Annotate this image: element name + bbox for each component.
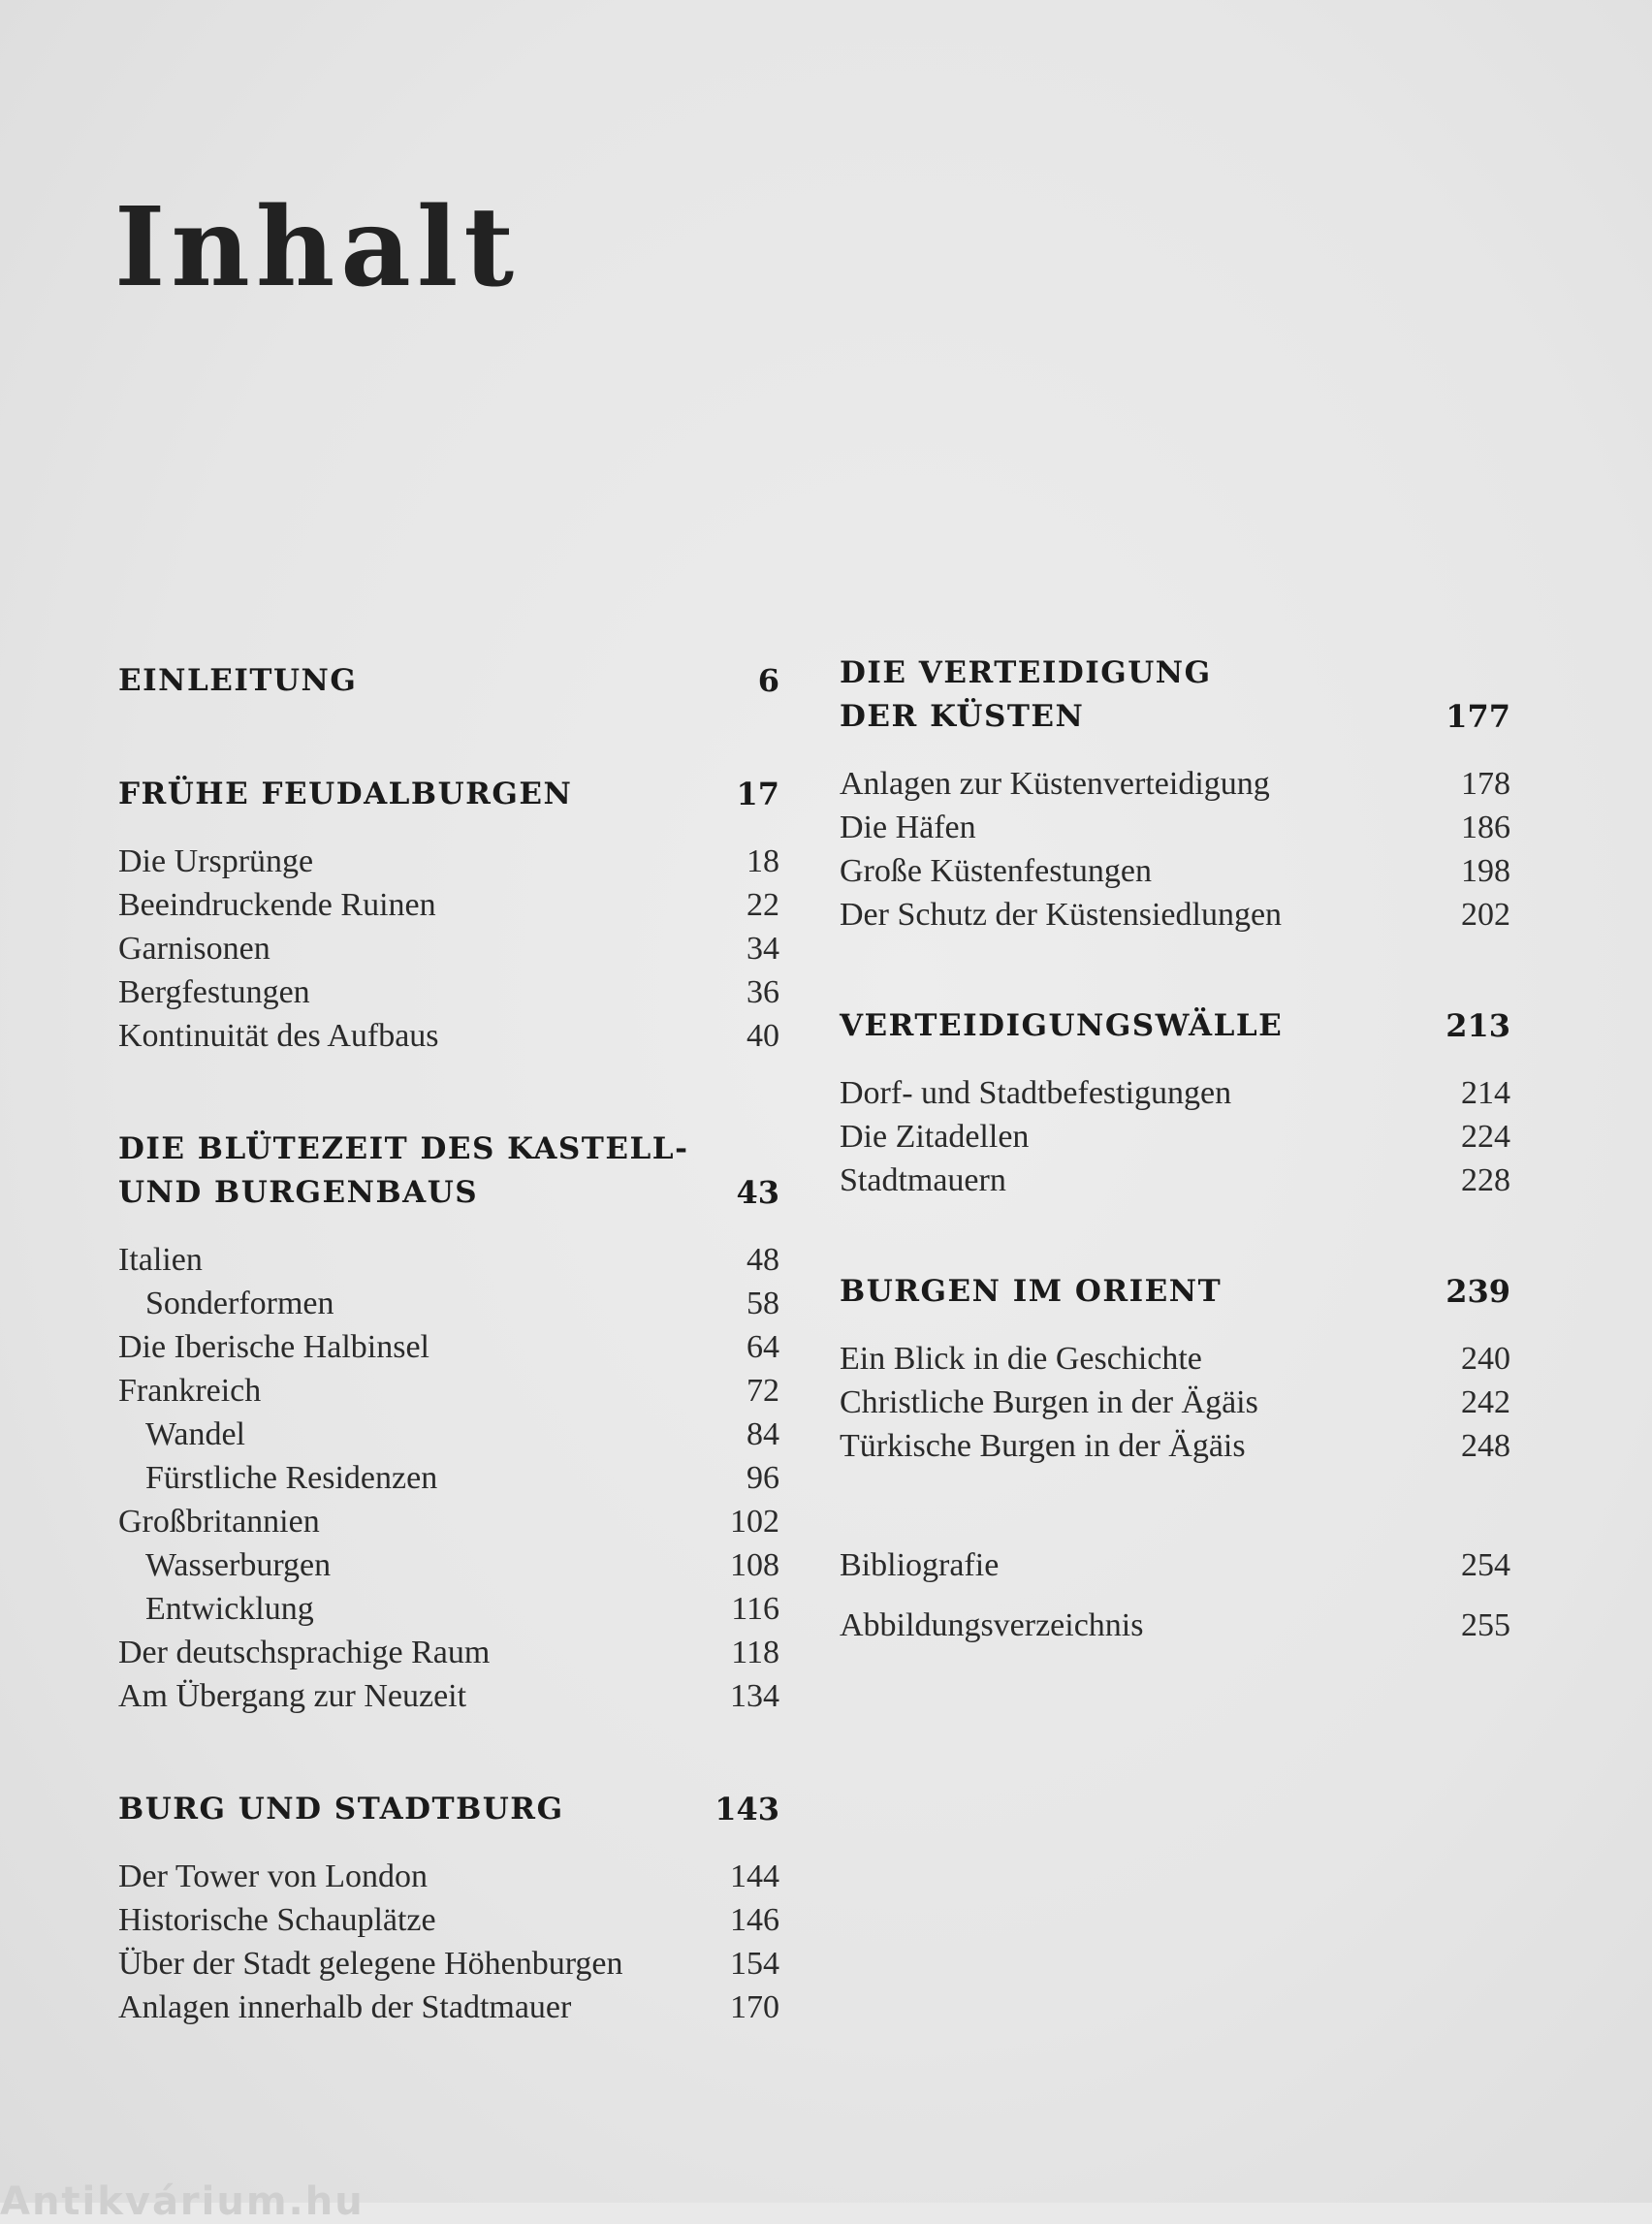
toc-entry [840,806,1510,849]
entry-page-number: 255 [1461,1607,1510,1643]
entry-label: Fürstliche Residenzen [145,1460,438,1496]
section-title: FRÜHE FEUDALBURGEN [118,777,573,811]
section-page-number: 43 [736,1174,779,1211]
entry-label: Italien [118,1242,203,1278]
toc-entry [840,849,1510,893]
entry-page-number: 202 [1461,897,1510,933]
toc-entry [118,927,779,970]
entry-page-number: 144 [730,1859,779,1894]
entry-page-number: 64 [747,1329,779,1365]
toc-entry [118,883,779,927]
toc-entry [840,1159,1510,1202]
toc-section [118,1788,779,2029]
entry-label: Türkische Burgen in der Ägäis [840,1428,1246,1464]
entry-page-number: 198 [1461,853,1510,889]
toc-entry [118,1282,779,1325]
section-heading [118,659,779,703]
section-page-number: 213 [1446,1007,1510,1044]
entry-label: Die Zitadellen [840,1119,1030,1155]
entry-page-number: 48 [747,1242,779,1278]
entry-label: Anlagen zur Küstenverteidigung [840,766,1270,802]
toc-entry [118,1587,779,1631]
entry-page-number: 154 [730,1946,779,1982]
section-page-number: 239 [1446,1273,1510,1310]
entry-page-number: 242 [1461,1384,1510,1420]
entry-label: Große Küstenfestungen [840,853,1152,889]
entry-page-number: 108 [730,1547,779,1583]
toc-entry [840,893,1510,937]
section-heading [840,1270,1510,1314]
section-title: VERTEIDIGUNGSWÄLLE [840,1008,1284,1043]
entry-label: Über der Stadt gelegene Höhenburgen [118,1946,623,1982]
entry-label: Historische Schauplätze [118,1902,436,1938]
entry-label: Wandel [145,1416,245,1452]
toc-entry [118,1543,779,1587]
toc-entry [840,1596,1510,1656]
section-page-number: 6 [757,662,779,699]
entry-page-number: 214 [1461,1075,1510,1111]
section-title: BURGEN IM ORIENT [840,1274,1223,1309]
toc-entry [118,1014,779,1058]
toc-entry [840,1381,1510,1424]
toc-entry [118,1325,779,1369]
entry-label: Die Iberische Halbinsel [118,1329,429,1365]
section-title: DIE VERTEIDIGUNG DER KÜSTEN [840,655,1212,734]
toc-extras [840,1536,1510,1656]
entry-page-number: 146 [730,1902,779,1938]
toc-section [840,1270,1510,1468]
entry-page-number: 34 [747,931,779,967]
entry-label: Die Häfen [840,810,976,845]
section-heading [840,651,1510,739]
toc-right-column [840,651,1510,1724]
entry-page-number: 36 [747,974,779,1010]
entry-label: Am Übergang zur Neuzeit [118,1678,467,1714]
entry-page-number: 228 [1461,1162,1510,1198]
section-heading [118,1128,779,1215]
toc-section [840,651,1510,937]
section-heading [118,773,779,816]
entry-label: Ein Blick in die Geschichte [840,1341,1202,1377]
entry-label: Frankreich [118,1373,262,1409]
toc-entry [840,1115,1510,1159]
entry-label: Stadtmauern [840,1162,1006,1198]
entry-page-number: 240 [1461,1341,1510,1377]
entry-page-number: 116 [731,1591,779,1627]
toc-entry [118,1500,779,1543]
entry-label: Wasserburgen [145,1547,332,1583]
toc-entry [118,970,779,1014]
section-page-number: 143 [715,1791,779,1827]
entry-page-number: 134 [730,1678,779,1714]
entry-label: Der Tower von London [118,1859,428,1894]
entry-label: Entwicklung [145,1591,314,1627]
section-page-number: 177 [1446,698,1510,735]
entry-page-number: 224 [1461,1119,1510,1155]
entry-label: Die Ursprünge [118,843,314,879]
toc-entry [118,1413,779,1456]
entry-label: Bergfestungen [118,974,310,1010]
section-heading [118,1788,779,1831]
watermark: Antikvárium.hu [0,2179,365,2224]
toc-entry [118,1238,779,1282]
toc-section [118,659,779,703]
entry-label: Christliche Burgen in der Ägäis [840,1384,1258,1420]
entry-label: Abbildungsverzeichnis [840,1607,1144,1643]
section-page-number: 17 [736,776,779,812]
page-title: Inhalt [114,184,521,311]
toc-entry [840,1424,1510,1468]
entry-label: Garnisonen [118,931,270,967]
entry-page-number: 22 [747,887,779,923]
entry-label: Großbritannien [118,1504,320,1540]
entry-label: Sonderformen [145,1286,334,1321]
section-title: DIE BLÜTEZEIT DES KASTELL- UND BURGENBAUS [118,1131,689,1210]
section-title: EINLEITUNG [118,663,358,698]
entry-page-number: 254 [1461,1547,1510,1583]
entry-page-number: 40 [747,1018,779,1054]
entry-label: Der deutschsprachige Raum [118,1635,491,1670]
toc-left-column [118,659,779,2099]
entry-page-number: 170 [730,1989,779,2025]
entry-label: Dorf- und Stadtbefestigungen [840,1075,1232,1111]
entry-label: Der Schutz der Küstensiedlungen [840,897,1283,933]
entry-page-number: 84 [747,1416,779,1452]
entry-label: Kontinuität des Aufbaus [118,1018,439,1054]
entry-label: Beeindruckende Ruinen [118,887,436,923]
entry-page-number: 18 [747,843,779,879]
toc-entry [840,1536,1510,1596]
toc-entry [118,840,779,883]
section-heading [840,1004,1510,1048]
toc-section [118,773,779,1058]
toc-entry [840,1337,1510,1381]
toc-entry [840,762,1510,806]
toc-section [840,1004,1510,1202]
entry-page-number: 96 [747,1460,779,1496]
entry-page-number: 178 [1461,766,1510,802]
entry-page-number: 186 [1461,810,1510,845]
toc-entry [118,1855,779,1898]
toc-entry [840,1071,1510,1115]
entry-label: Bibliografie [840,1547,1000,1583]
entry-page-number: 58 [747,1286,779,1321]
toc-section [118,1128,779,1718]
entry-label: Anlagen innerhalb der Stadtmauer [118,1989,572,2025]
entry-page-number: 72 [747,1373,779,1409]
entry-page-number: 248 [1461,1428,1510,1464]
toc-entry [118,1631,779,1674]
section-title: BURG UND STADTBURG [118,1792,564,1827]
toc-entry [118,1986,779,2029]
toc-entry [118,1898,779,1942]
toc-entry [118,1456,779,1500]
toc-entry [118,1674,779,1718]
toc-entry [118,1369,779,1413]
entry-page-number: 118 [731,1635,779,1670]
toc-entry [118,1942,779,1986]
entry-page-number: 102 [730,1504,779,1540]
